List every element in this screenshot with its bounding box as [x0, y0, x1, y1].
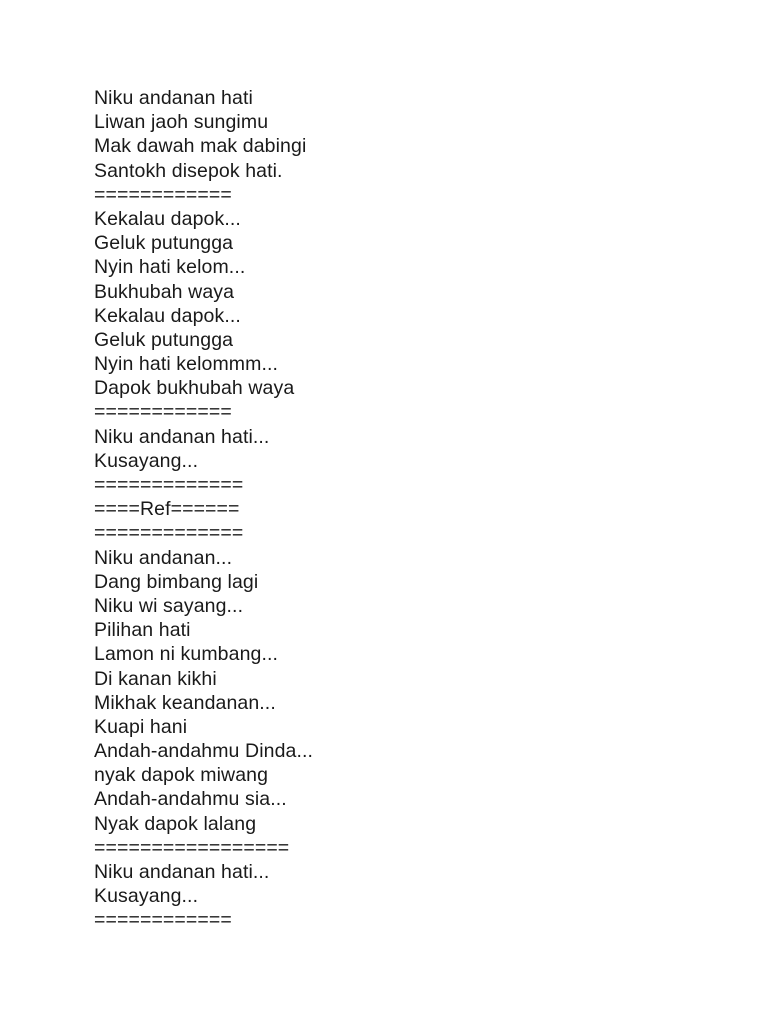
lyric-line: Andah-andahmu sia...	[94, 788, 287, 811]
lyric-line: Dang bimbang lagi	[94, 570, 259, 593]
lyric-line: Di kanan kikhi	[94, 667, 217, 690]
lyric-line: Kekalau dapok...	[94, 207, 241, 230]
lyric-line: Dapok bukhubah waya	[94, 377, 295, 400]
separator-line: ====Ref======	[94, 498, 240, 521]
lyrics-text	[94, 86, 313, 933]
separator-line: =============	[94, 522, 244, 545]
lyric-line: Nyin hati kelom...	[94, 256, 246, 279]
lyric-line: Geluk putungga	[94, 232, 234, 255]
lyric-line: Kusayang...	[94, 449, 199, 472]
lyric-line: Pilihan hati	[94, 619, 191, 642]
lyric-line: Kusayang...	[94, 885, 199, 908]
lyric-line: Niku wi sayang...	[94, 594, 244, 617]
lyric-line: Lamon ni kumbang...	[94, 643, 279, 666]
lyric-line: Geluk putungga	[94, 328, 234, 351]
lyric-line: Andah-andahmu Dinda...	[94, 740, 314, 763]
lyric-line: Niku andanan...	[94, 546, 233, 569]
separator-line: =============	[94, 474, 244, 496]
lyric-line: Santokh disepok hati.	[94, 159, 283, 182]
separator-line: ============	[94, 183, 232, 206]
lyric-line: Liwan jaoh sungimu	[94, 111, 269, 134]
separator-line: ============	[94, 909, 232, 932]
lyric-line: Mikhak keandanan...	[94, 691, 276, 714]
lyric-line: Nyin hati kelommm...	[94, 353, 279, 376]
lyric-line: Kuapi hani	[94, 715, 188, 738]
lyric-line: Mak dawah mak dabingi	[94, 135, 307, 158]
lyric-line: Nyak dapok lalang	[94, 812, 257, 835]
lyric-line: Niku andanan hati	[94, 87, 253, 109]
separator-line: =================	[94, 836, 290, 859]
lyric-line: nyak dapok miwang	[94, 764, 269, 787]
lyric-line: Niku andanan hati...	[94, 861, 270, 883]
separator-line: ============	[94, 401, 232, 424]
lyric-line: Bukhubah waya	[94, 280, 235, 303]
lyric-line: Kekalau dapok...	[94, 304, 241, 327]
lyric-line: Niku andanan hati...	[94, 425, 270, 448]
